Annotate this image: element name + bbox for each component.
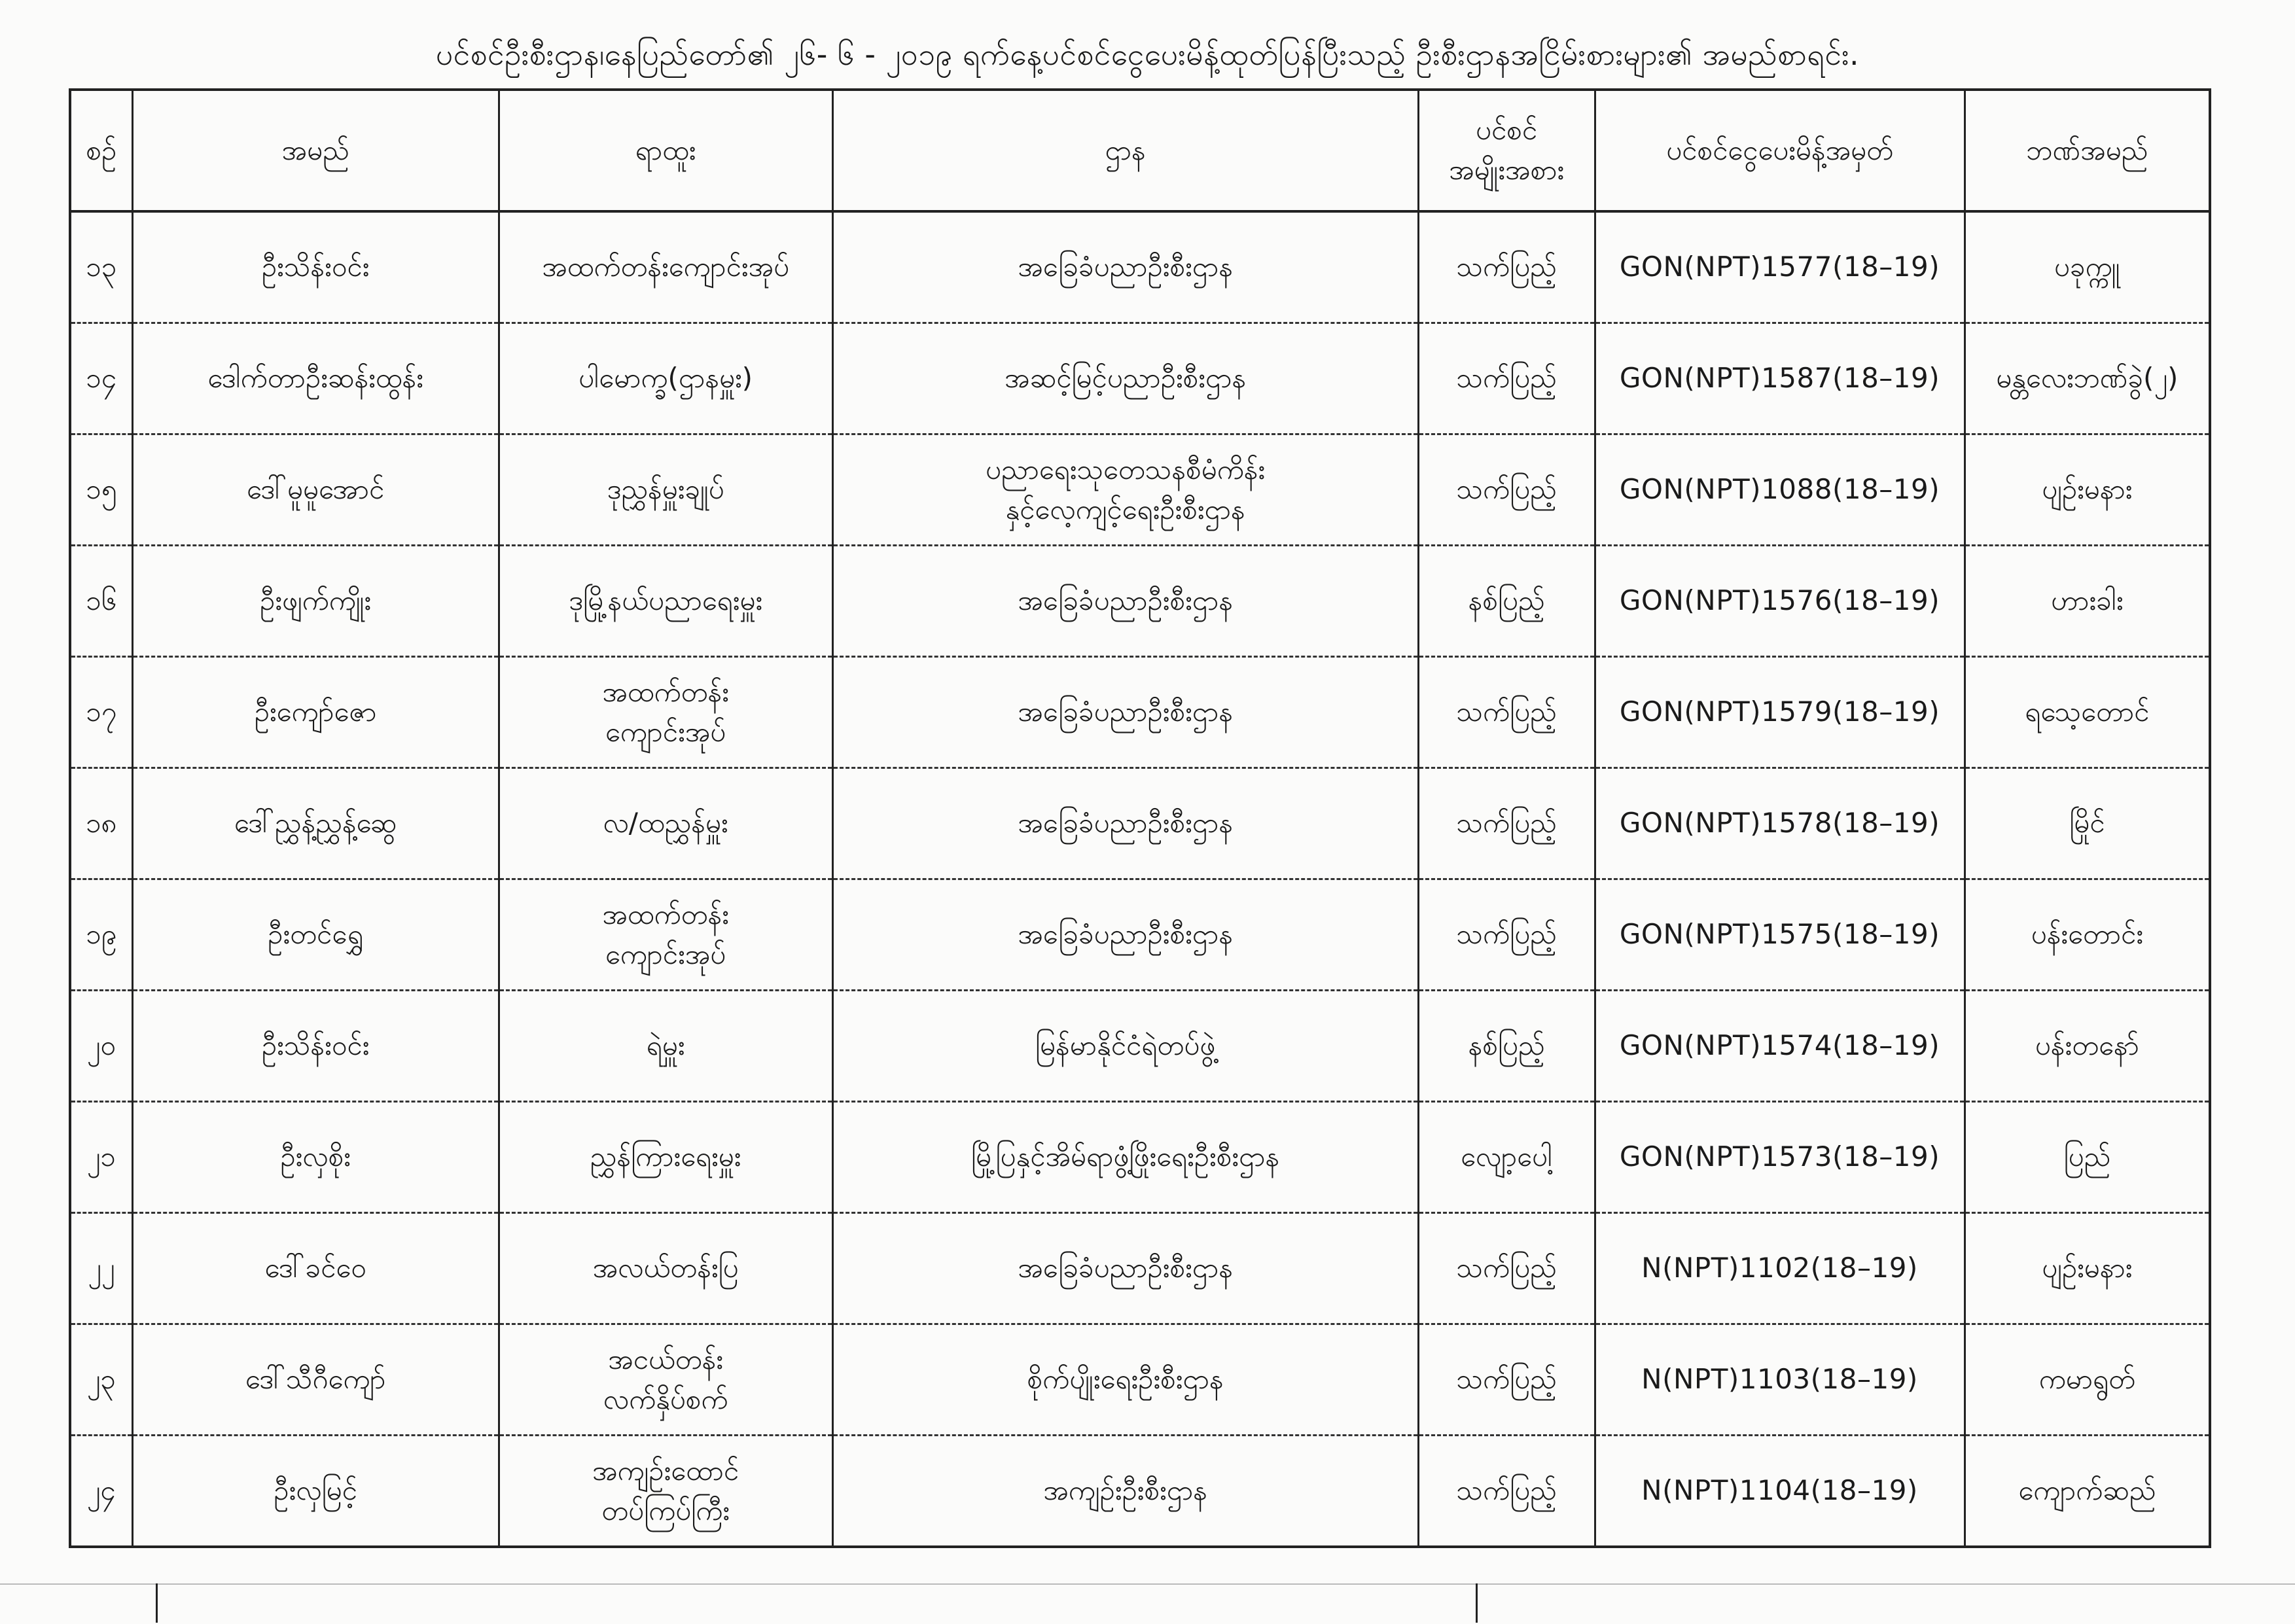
- row-bank: ကျောက်ဆည်: [1965, 1436, 2210, 1547]
- row-name: ဒေါ်သီဂီကျော်: [132, 1324, 499, 1436]
- row-rank: အကျဉ်းထောင် တပ်ကြပ်ကြီး: [499, 1436, 832, 1547]
- row-number: ၁၅: [70, 434, 132, 546]
- row-pension-order-no: N(NPT)1103(18–19): [1595, 1324, 1965, 1436]
- row-rank: အထက်တန်း ကျောင်းအုပ်: [499, 879, 832, 991]
- row-number: ၂၁: [70, 1102, 132, 1213]
- header-name: အမည်: [132, 90, 499, 211]
- row-pension-type: လျော့ပေါ့: [1418, 1102, 1595, 1213]
- pension-roster-table: [69, 88, 2211, 1548]
- row-pension-type: သက်ပြည့်: [1418, 1213, 1595, 1324]
- row-pension-order-no: GON(NPT)1574(18–19): [1595, 991, 1965, 1102]
- header-pension-order-no: ပင်စင်ငွေပေးမိန့်အမှတ်: [1595, 90, 1965, 211]
- table-row: [70, 323, 2210, 434]
- row-name: ဒေါ်ခင်ဝေ: [132, 1213, 499, 1324]
- row-pension-order-no: GON(NPT)1577(18–19): [1595, 211, 1965, 323]
- table-row: [70, 879, 2210, 991]
- table-row: [70, 1436, 2210, 1547]
- row-department: အခြေခံပညာဦးစီးဌာန: [832, 211, 1418, 323]
- row-pension-order-no: GON(NPT)1575(18–19): [1595, 879, 1965, 991]
- row-pension-type: သက်ပြည့်: [1418, 1324, 1595, 1436]
- row-rank: လ/ထညွှန်မှူး: [499, 768, 832, 879]
- row-name: ဦးဖျက်ကျိုး: [132, 546, 499, 657]
- row-bank: ရသေ့တောင်: [1965, 657, 2210, 768]
- row-pension-order-no: GON(NPT)1587(18–19): [1595, 323, 1965, 434]
- row-department: စိုက်ပျိုးရေးဦးစီးဌာန: [832, 1324, 1418, 1436]
- row-rank: အငယ်တန်း လက်နှိပ်စက်: [499, 1324, 832, 1436]
- row-name: ဦးတင်ရွှေ: [132, 879, 499, 991]
- row-number: ၁၆: [70, 546, 132, 657]
- header-department: ဌာန: [832, 90, 1418, 211]
- footer-rule: [0, 1583, 2295, 1624]
- row-department: ပညာရေးသုတေသနစီမံကိန်း နှင့်လေ့ကျင့်ရေးဦးစီးဌာန: [832, 434, 1418, 546]
- row-pension-order-no: GON(NPT)1576(18–19): [1595, 546, 1965, 657]
- row-bank: ပန်းတနော်: [1965, 991, 2210, 1102]
- table-row: [70, 657, 2210, 768]
- row-pension-order-no: GON(NPT)1578(18–19): [1595, 768, 1965, 879]
- row-name: ဦးလှမြင့်: [132, 1436, 499, 1547]
- row-pension-type: သက်ပြည့်: [1418, 657, 1595, 768]
- page-title: ပင်စင်ဦးစီးဌာန၊နေပြည်တော်၏ ၂၆- ၆ - ၂၀၁၉ ရက်နေ့ပင်စင်ငွေပေးမိန့်ထုတ်ပြန်ပြီးသည့် ဦးစီးဌာနအငြိမ်းစားများ၏ အမည်စာရင်း.: [435, 37, 1860, 72]
- table-header-row: [70, 90, 2210, 211]
- row-bank: ကမာရွတ်: [1965, 1324, 2210, 1436]
- row-pension-type: သက်ပြည့်: [1418, 323, 1595, 434]
- table-row: [70, 1324, 2210, 1436]
- row-department: အကျဉ်းဦးစီးဌာန: [832, 1436, 1418, 1547]
- row-number: ၂၃: [70, 1324, 132, 1436]
- row-pension-type: သက်ပြည့်: [1418, 879, 1595, 991]
- row-department: အခြေခံပညာဦးစီးဌာန: [832, 657, 1418, 768]
- footer-divider: [156, 1583, 158, 1623]
- row-bank: ပျဉ်းမနား: [1965, 434, 2210, 546]
- row-name: ဦးသိန်းဝင်း: [132, 991, 499, 1102]
- row-rank: ဒုညွှန်မှူးချုပ်: [499, 434, 832, 546]
- row-bank: ပခုက္ကူ: [1965, 211, 2210, 323]
- row-rank: အလယ်တန်းပြ: [499, 1213, 832, 1324]
- row-name: ဦးလှစိုး: [132, 1102, 499, 1213]
- row-bank: မန္တလေးဘဏ်ခွဲ(၂): [1965, 323, 2210, 434]
- table-row: [70, 546, 2210, 657]
- row-name: ဦးသိန်းဝင်း: [132, 211, 499, 323]
- header-pension-type: ပင်စင် အမျိုးအစား: [1418, 90, 1595, 211]
- table-row: [70, 1102, 2210, 1213]
- row-pension-order-no: N(NPT)1102(18–19): [1595, 1213, 1965, 1324]
- row-department: အခြေခံပညာဦးစီးဌာန: [832, 1213, 1418, 1324]
- row-pension-type: သက်ပြည့်: [1418, 1436, 1595, 1547]
- table-row: [70, 211, 2210, 323]
- row-pension-order-no: GON(NPT)1088(18–19): [1595, 434, 1965, 546]
- row-name: ဒေါ်ညွှန့်ညွှန့်ဆွေ: [132, 768, 499, 879]
- table-row: [70, 1213, 2210, 1324]
- table-row: [70, 434, 2210, 546]
- row-department: အခြေခံပညာဦးစီးဌာန: [832, 546, 1418, 657]
- row-name: ဦးကျော်ဇော: [132, 657, 499, 768]
- row-bank: မြိုင်: [1965, 768, 2210, 879]
- row-pension-order-no: GON(NPT)1573(18–19): [1595, 1102, 1965, 1213]
- row-pension-type: သက်ပြည့်: [1418, 434, 1595, 546]
- row-rank: ဒုမြို့နယ်ပညာရေးမှူး: [499, 546, 832, 657]
- row-number: ၁၃: [70, 211, 132, 323]
- header-no: စဉ်: [70, 90, 132, 211]
- row-number: ၁၄: [70, 323, 132, 434]
- row-pension-type: နစ်ပြည့်: [1418, 546, 1595, 657]
- row-department: အဆင့်မြင့်ပညာဦးစီးဌာန: [832, 323, 1418, 434]
- row-department: အခြေခံပညာဦးစီးဌာန: [832, 768, 1418, 879]
- row-pension-type: နစ်ပြည့်: [1418, 991, 1595, 1102]
- row-number: ၁၇: [70, 657, 132, 768]
- row-rank: အထက်တန်း ကျောင်းအုပ်: [499, 657, 832, 768]
- row-number: ၁၈: [70, 768, 132, 879]
- row-bank: ပျဉ်းမနား: [1965, 1213, 2210, 1324]
- row-pension-type: သက်ပြည့်: [1418, 211, 1595, 323]
- row-department: အခြေခံပညာဦးစီးဌာန: [832, 879, 1418, 991]
- footer-divider: [1476, 1583, 1478, 1623]
- row-number: ၂၀: [70, 991, 132, 1102]
- row-number: ၂၂: [70, 1213, 132, 1324]
- row-bank: ပန်းတောင်း: [1965, 879, 2210, 991]
- row-pension-order-no: N(NPT)1104(18–19): [1595, 1436, 1965, 1547]
- row-rank: အထက်တန်းကျောင်းအုပ်: [499, 211, 832, 323]
- table-row: [70, 991, 2210, 1102]
- row-number: ၁၉: [70, 879, 132, 991]
- row-bank: ဟားခါး: [1965, 546, 2210, 657]
- row-number: ၂၄: [70, 1436, 132, 1547]
- row-department: မြို့ပြနှင့်အိမ်ရာဖွံ့ဖြိုးရေးဦးစီးဌာန: [832, 1102, 1418, 1213]
- row-name: ဒေါ်မူမူအောင်: [132, 434, 499, 546]
- row-bank: ပြည်: [1965, 1102, 2210, 1213]
- row-pension-type: သက်ပြည့်: [1418, 768, 1595, 879]
- header-bank: ဘဏ်အမည်: [1965, 90, 2210, 211]
- row-pension-order-no: GON(NPT)1579(18–19): [1595, 657, 1965, 768]
- row-rank: ညွှန်ကြားရေးမှူး: [499, 1102, 832, 1213]
- row-department: မြန်မာနိုင်ငံရဲတပ်ဖွဲ့: [832, 991, 1418, 1102]
- header-rank: ရာထူး: [499, 90, 832, 211]
- row-rank: ပါမောက္ခ(ဌာနမှူး): [499, 323, 832, 434]
- row-rank: ရဲမှူး: [499, 991, 832, 1102]
- table-row: [70, 768, 2210, 879]
- row-name: ဒေါက်တာဦးဆန်းထွန်း: [132, 323, 499, 434]
